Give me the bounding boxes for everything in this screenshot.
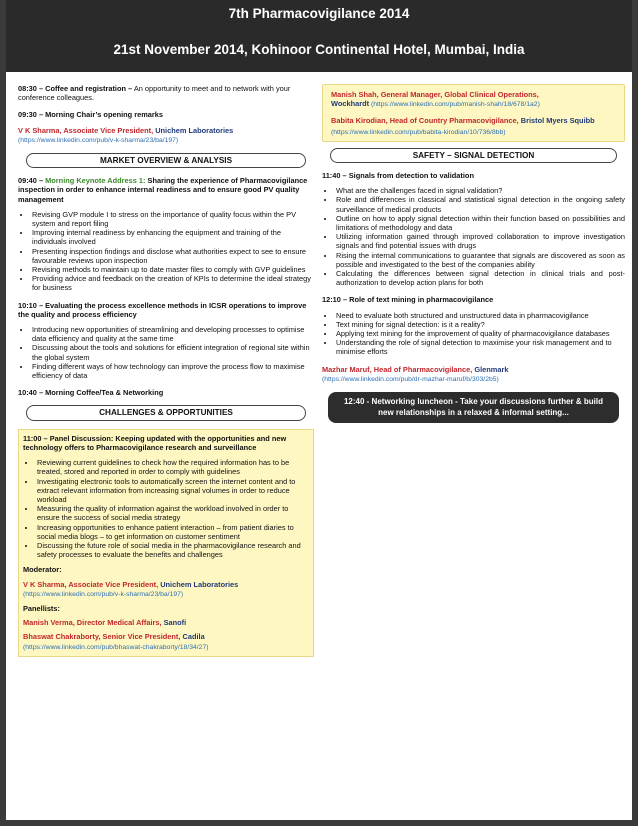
keynote-bullets bbox=[18, 210, 314, 293]
panellist-link[interactable]: (https://www.linkedin.com/pub/bhaswat-chakraborty/18/34/27) bbox=[23, 643, 209, 651]
left-column bbox=[18, 84, 314, 657]
section-heading-signal-detection: SAFETY – SIGNAL DETECTION bbox=[330, 148, 617, 163]
list-item: • Discussing the future role of social media in the pharmacovigilance research and safety processes to evaluate the benefits and challenges bbox=[36, 541, 309, 559]
registration-heading: 08:30 – Coffee and registration – bbox=[18, 84, 133, 93]
list-item: • Revising GVP module I to stress on the importance of quality focus within the PV system and report filing bbox=[31, 210, 314, 228]
speakers-box bbox=[322, 84, 625, 142]
chair-item bbox=[18, 110, 314, 119]
registration-item bbox=[18, 84, 314, 102]
panellist-name: Manish Verma, Director Medical Affairs, bbox=[23, 618, 162, 628]
speaker-org: Wockhardt bbox=[331, 99, 370, 109]
signals-bullets bbox=[322, 186, 625, 287]
left-border bbox=[0, 0, 6, 826]
moderator-org: Unichem Laboratories bbox=[158, 579, 239, 589]
chair-speaker-name: V K Sharma, Associate Vice President, bbox=[18, 125, 154, 135]
speaker-link[interactable]: (https://www.linkedin.com/pub/babita-kirodian/10/736/8bb) bbox=[331, 128, 506, 136]
speaker-link[interactable]: (https://www.linkedin.com/pub/dr-mazhar-maruf/b/303/2b5) bbox=[322, 375, 499, 383]
speaker bbox=[331, 90, 618, 109]
speaker-link[interactable]: (https://www.linkedin.com/pub/manish-shah/18/678/1a2) bbox=[369, 101, 540, 109]
signals-heading: 11:40 – Signals from detection to validation bbox=[322, 171, 474, 181]
speaker-name: Mazhar Maruf, Head of Pharmacovigilance, bbox=[322, 364, 473, 374]
keynote-time: 09:40 – bbox=[18, 176, 44, 186]
panel-bullets bbox=[23, 458, 309, 559]
conference-date-venue: 21st November 2014, Kohinoor Continental Hotel, Mumbai, India bbox=[113, 42, 525, 57]
list-item: • Investigating electronic tools to automatically screen the internet content and to extract relevant information from increasing signal volumes in order to reduce workload bbox=[36, 477, 309, 505]
speaker-name: Babita Kirodian, Head of Country Pharmacovigilance, bbox=[331, 116, 519, 126]
panellists-label: Panellists: bbox=[23, 603, 60, 613]
keynote-label: Morning Keynote Address 1: bbox=[43, 176, 146, 186]
icsr-heading: 10:10 – Evaluating the process excellence methods in ICSR operations to improve the quality and process efficiency bbox=[18, 300, 307, 319]
icsr-bullets bbox=[18, 325, 314, 380]
conference-title: 7th Pharmacovigilance 2014 bbox=[228, 6, 410, 21]
icsr-item bbox=[18, 301, 314, 319]
keynote-title: Sharing the experience of Pharmacovigilance inspection in order to enhance internal readiness and to ensure good PV quality management bbox=[18, 176, 308, 204]
list-item: • Calculating the differences between signal detection in clinical trials and post-authorization to develop action plans for both bbox=[335, 269, 625, 287]
panel-discussion-box bbox=[18, 429, 314, 657]
list-item: • Revising methods to maintain up to date master files to comply with GVP guidelines bbox=[31, 265, 314, 274]
chair-speaker-org: Unichem Laboratories bbox=[153, 125, 234, 135]
coffee-break: 10:40 – Morning Coffee/Tea & Networking bbox=[18, 388, 164, 398]
bottom-border bbox=[0, 820, 638, 826]
list-item: • Presenting inspection findings and disclose what authorities expect to see to ensure favourable reviews upon inspection bbox=[31, 247, 314, 265]
keynote-item bbox=[18, 176, 314, 204]
textmining-item bbox=[322, 295, 625, 304]
chair-heading: 09:30 – Morning Chair’s opening remarks bbox=[18, 110, 163, 120]
textmining-bullets bbox=[322, 311, 625, 357]
list-item: • Utilizing information gained through improved collaboration to improve investigation signals and find potential issues with drugs bbox=[335, 232, 625, 250]
panellist-name: Bhaswat Chakraborty, Senior Vice President, bbox=[23, 632, 181, 642]
panellist-org: Sanofi bbox=[161, 618, 187, 628]
textmining-heading: 12:10 – Role of text mining in pharmacovigilance bbox=[322, 295, 494, 305]
list-item: • Measuring the quality of information against the workload involved in order to ensure the success of social media strategy bbox=[36, 504, 309, 522]
section-heading-challenges: CHALLENGES & OPPORTUNITIES bbox=[26, 405, 306, 420]
panel-item bbox=[23, 434, 309, 452]
speaker-org: Glenmark bbox=[472, 364, 509, 374]
panellist-org: Cadila bbox=[180, 632, 205, 642]
signals-item bbox=[322, 171, 625, 180]
moderator bbox=[23, 580, 309, 599]
list-item: • Rising the internal communications to guarantee that signals are discovered as soon as possible and investigated to the best of the companies ability bbox=[335, 251, 625, 269]
chair-speaker bbox=[18, 126, 314, 145]
panellist bbox=[23, 632, 309, 651]
list-item: • Applying text mining for the improvement of quality of pharmacovigilance databases bbox=[335, 329, 625, 338]
speaker-name: Manish Shah, General Manager, Global Clinical Operations, bbox=[331, 90, 539, 99]
moderator-link[interactable]: (https://www.linkedin.com/pub/v-k-sharma/23/ba/197) bbox=[23, 590, 184, 598]
chair-speaker-link[interactable]: (https://www.linkedin.com/pub/v-k-sharma/23/ba/197) bbox=[18, 136, 179, 144]
list-item: • Reviewing current guidelines to check how the required information has to be treated, stored and reported in order to comply with guidelines bbox=[36, 458, 309, 476]
networking-luncheon-banner: 12:40 - Networking luncheon - Take your discussions further & build new relationships in a relaxed & informal setting... bbox=[328, 392, 619, 423]
list-item: • Introducing new opportunities of streamlining and developing processes to optimise data efficiency and quality at the same time bbox=[31, 325, 314, 343]
list-item: • Need to evaluate both structured and unstructured data in pharmacovigilance bbox=[335, 311, 625, 320]
speaker bbox=[331, 116, 618, 136]
speaker bbox=[322, 365, 625, 384]
panellist bbox=[23, 618, 309, 627]
list-item: • Role and differences in classical and statistical signal detection in the ongoing safety surveillance of medical products bbox=[335, 195, 625, 213]
list-item: • What are the challenges faced in signal validation? bbox=[335, 186, 625, 195]
moderator-name: V K Sharma, Associate Vice President, bbox=[23, 579, 159, 589]
page-header bbox=[0, 0, 638, 72]
moderator-label: Moderator: bbox=[23, 565, 62, 575]
section-heading-market-overview: MARKET OVERVIEW & ANALYSIS bbox=[26, 153, 306, 168]
list-item: • Discussing about the tools and solutions for efficient integration of regional site within the global system bbox=[31, 343, 314, 361]
list-item: • Increasing opportunities to enhance patient interaction – from patient diaries to social media blogs – to get information on customer sentiment bbox=[36, 523, 309, 541]
list-item: • Outline on how to apply signal detection within their function based on possibilities and limitations of methodology and data bbox=[335, 214, 625, 232]
speaker-org: Bristol Myers Squibb bbox=[518, 116, 595, 126]
panel-heading: 11:00 – Panel Discussion: Keeping updated with the opportunities and new technology offers to Pharmacovigilance research and surveillance bbox=[23, 433, 287, 452]
list-item: • Providing advice and feedback on the creation of KPIs to determine the ideal strategy for business bbox=[31, 274, 314, 292]
list-item: • Text mining for signal detection: is it a reality? bbox=[335, 320, 625, 329]
right-column bbox=[322, 84, 625, 423]
list-item: • Improving internal readiness by enhancing the equipment and training of the individuals involved bbox=[31, 228, 314, 246]
list-item: • Understanding the role of signal detection to maximise your risk management and to minimise efforts bbox=[335, 338, 625, 356]
registration-text: An opportunity to meet and to network with your conference colleagues. bbox=[18, 84, 291, 103]
right-border bbox=[632, 0, 638, 826]
list-item: • Finding different ways of how technology can improve the process flow to maximise efficiency of data bbox=[31, 362, 314, 380]
